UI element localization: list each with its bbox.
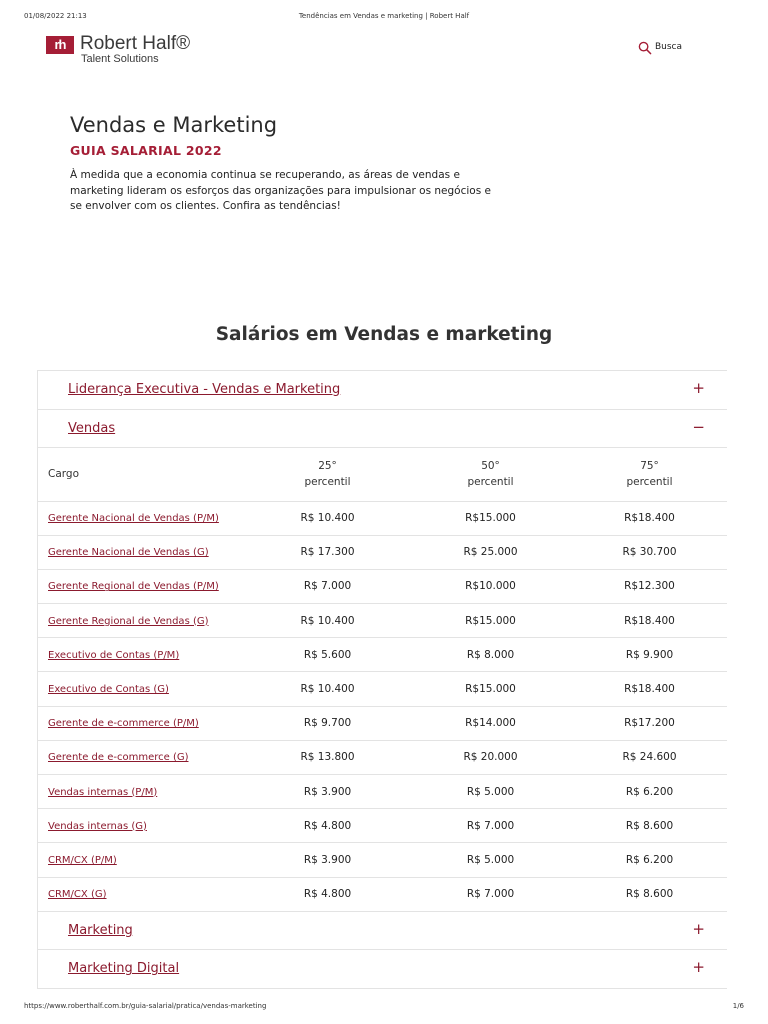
table-row (38, 809, 727, 843)
accordion-title[interactable]: Liderança Executiva - Vendas e Marketing (68, 382, 341, 397)
p50-cell: R$ 8.000 (409, 638, 572, 672)
accordion-header-lideranca[interactable] (38, 371, 727, 410)
p25-cell: R$ 13.800 (246, 740, 409, 774)
job-cell (38, 809, 246, 843)
table-row (38, 706, 727, 740)
p50-cell: R$ 7.000 (409, 877, 572, 911)
header-p50-line1: 50° (481, 460, 500, 473)
header-p50-line2: percentil (467, 476, 514, 489)
p50-cell: R$15.000 (409, 672, 572, 706)
page-title: Vendas e Marketing (70, 113, 278, 137)
p25-cell: R$ 9.700 (246, 706, 409, 740)
job-link[interactable]: Vendas internas (P/M) (48, 786, 158, 798)
p25-cell: R$ 10.400 (246, 501, 409, 535)
job-link[interactable]: Gerente de e-commerce (P/M) (48, 718, 199, 730)
plus-icon[interactable]: + (692, 958, 705, 977)
table-row (38, 877, 727, 911)
table-row (38, 740, 727, 774)
p50-cell: R$15.000 (409, 604, 572, 638)
header-p25 (246, 448, 409, 501)
job-cell (38, 535, 246, 569)
p25-cell: R$ 10.400 (246, 672, 409, 706)
table-row (38, 775, 727, 809)
p75-cell: R$12.300 (572, 569, 727, 603)
plus-icon[interactable]: + (692, 379, 705, 397)
job-cell (38, 877, 246, 911)
job-link[interactable]: Vendas internas (G) (48, 820, 147, 832)
accordion-title[interactable]: Vendas (68, 420, 116, 436)
p75-cell: R$17.200 (572, 706, 727, 740)
job-cell (38, 501, 246, 535)
table-row (38, 843, 727, 877)
job-link[interactable]: Gerente Regional de Vendas (G) (48, 615, 209, 627)
print-url: https://www.roberthalf.com.br/guia-salarial/pratica/vendas-marketing (24, 1002, 267, 1010)
p50-cell: R$ 7.000 (409, 809, 572, 843)
p50-cell: R$14.000 (409, 706, 572, 740)
job-cell (38, 706, 246, 740)
guide-label: GUIA SALARIAL 2022 (70, 143, 222, 158)
p75-cell: R$ 9.900 (572, 638, 727, 672)
p75-cell: R$ 6.200 (572, 775, 727, 809)
job-cell (38, 569, 246, 603)
header-p25-line2: percentil (304, 476, 351, 489)
p25-cell: R$ 17.300 (246, 535, 409, 569)
print-doc-title: Tendências em Vendas e marketing | Robert Half (298, 12, 470, 20)
p25-cell: R$ 7.000 (246, 569, 409, 603)
accordion-title[interactable]: Marketing (68, 922, 133, 938)
p50-cell: R$10.000 (409, 569, 572, 603)
table-row (38, 638, 727, 672)
job-link[interactable]: Executivo de Contas (G) (48, 684, 169, 696)
job-cell (38, 672, 246, 706)
p50-cell: R$ 5.000 (409, 775, 572, 809)
p75-cell: R$18.400 (572, 672, 727, 706)
table-row (38, 604, 727, 638)
table-row (38, 672, 727, 706)
salaries-section-title: Salários em Vendas e marketing (215, 324, 553, 345)
header-cargo: Cargo (38, 448, 246, 501)
p25-cell: R$ 10.400 (246, 604, 409, 638)
header-p50 (409, 448, 572, 501)
p25-cell: R$ 4.800 (246, 877, 409, 911)
logo-tagline: Talent Solutions (81, 53, 159, 65)
job-cell (38, 843, 246, 877)
salary-accordion (37, 370, 727, 989)
job-cell (38, 775, 246, 809)
p75-cell: R$ 24.600 (572, 740, 727, 774)
logo-mark-icon: rh (46, 36, 74, 54)
accordion-header-vendas[interactable] (38, 410, 727, 449)
p75-cell: R$18.400 (572, 501, 727, 535)
p50-cell: R$ 20.000 (409, 740, 572, 774)
p75-cell: R$ 8.600 (572, 809, 727, 843)
accordion-title[interactable]: Marketing Digital (68, 961, 180, 977)
p75-cell: R$ 30.700 (572, 535, 727, 569)
intro-paragraph: À medida que a economia continua se recuperando, as áreas de vendas e marketing lideram os esforços das organizações para impulsionar os negócios e se envolver com os clientes. Confira as tendências! (70, 169, 491, 212)
table-row (38, 501, 727, 535)
job-cell (38, 604, 246, 638)
job-link[interactable]: Gerente Regional de Vendas (P/M) (48, 581, 219, 593)
header-p25-line1: 25° (318, 460, 337, 473)
job-link[interactable]: Gerente de e-commerce (G) (48, 752, 189, 764)
logo-name: Robert Half® (80, 33, 191, 54)
job-link[interactable]: Gerente Nacional de Vendas (P/M) (48, 513, 219, 525)
p25-cell: R$ 4.800 (246, 809, 409, 843)
p75-cell: R$ 6.200 (572, 843, 727, 877)
search-label: Busca (654, 42, 682, 52)
print-page-count: 1/6 (732, 1002, 744, 1010)
job-cell (38, 638, 246, 672)
accordion-header-marketing-digital[interactable] (38, 950, 727, 989)
job-link[interactable]: Gerente Nacional de Vendas (G) (48, 547, 209, 559)
job-link[interactable]: Executivo de Contas (P/M) (48, 649, 180, 661)
print-footer (24, 1002, 744, 1012)
accordion-header-marketing[interactable] (38, 912, 727, 951)
p25-cell: R$ 5.600 (246, 638, 409, 672)
robert-half-logo[interactable] (46, 34, 226, 68)
table-row (38, 569, 727, 603)
p50-cell: R$ 25.000 (409, 535, 572, 569)
table-header-row (38, 448, 727, 501)
p50-cell: R$ 5.000 (409, 843, 572, 877)
p75-cell: R$18.400 (572, 604, 727, 638)
print-header (24, 12, 744, 22)
salary-table (38, 448, 727, 912)
minus-icon[interactable]: − (692, 417, 705, 436)
job-link[interactable]: CRM/CX (G) (48, 889, 107, 901)
header-p75-line1: 75° (640, 460, 659, 473)
p75-cell: R$ 8.600 (572, 877, 727, 911)
p25-cell: R$ 3.900 (246, 775, 409, 809)
salary-table-body (38, 501, 727, 911)
header-p75 (572, 448, 727, 501)
job-link[interactable]: CRM/CX (P/M) (48, 854, 117, 866)
search-button[interactable] (638, 39, 682, 55)
search-icon (638, 40, 652, 54)
header-p75-line2: percentil (626, 476, 673, 489)
print-datetime: 01/08/2022 21:13 (24, 12, 87, 20)
p25-cell: R$ 3.900 (246, 843, 409, 877)
p50-cell: R$15.000 (409, 501, 572, 535)
table-row (38, 535, 727, 569)
job-cell (38, 740, 246, 774)
plus-icon[interactable]: + (692, 919, 705, 938)
